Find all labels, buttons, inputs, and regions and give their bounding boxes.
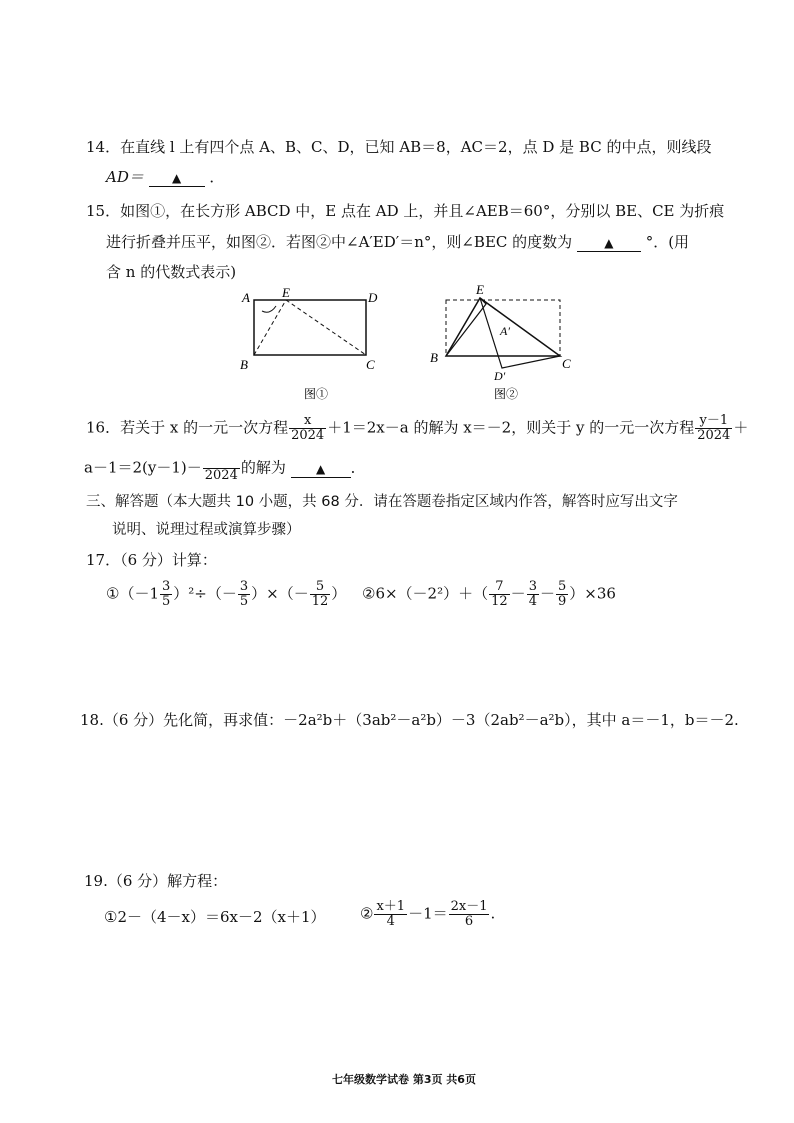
q17-p2-f2-den: 4 <box>528 594 537 609</box>
q16-fraction-1 <box>289 414 326 443</box>
fig1-label-a: A <box>242 290 250 305</box>
q18-text: 18.（6 分）先化简，再求值：－2a²b＋（3ab²－a²b）－3（2ab²－a²b），其中 a＝－1，b＝－2. <box>80 711 739 729</box>
q17-part1 <box>106 580 346 609</box>
q17-p1-d: ） <box>331 584 347 603</box>
section-3-heading-line2: 说明、说理过程或演算步骤） <box>112 522 301 538</box>
q17-p2-f3-den: 9 <box>557 594 567 609</box>
q16-fraction-3 <box>203 454 240 483</box>
fig2-label-e: E <box>476 282 484 297</box>
fig1-label-e: E <box>282 285 290 300</box>
fig1-label-c: C <box>366 357 375 372</box>
q19-p2-a: ② <box>360 904 374 923</box>
q19-p2-frac2 <box>449 900 490 929</box>
q17-p2-f2-num: 3 <box>528 579 537 594</box>
q14-suffix: ． <box>209 168 225 186</box>
q16-line1 <box>86 414 748 443</box>
q17-p1-a: ①（－1 <box>106 584 159 603</box>
fig2-label-d-prime: D′ <box>494 369 506 383</box>
q17-p1-b: ）²÷（－ <box>173 584 237 603</box>
q16-line2 <box>84 454 366 483</box>
fig1-label-b: B <box>240 357 248 372</box>
q16-part-a: 16．若关于 x 的一元一次方程 <box>86 418 289 437</box>
q17-p2-f1-den: 12 <box>491 594 508 609</box>
section-3-heading: 三、解答题（本大题共 10 小题，共 68 分．请在答题卷指定区域内作答，解答时应写出文字 <box>86 494 678 510</box>
fig1-label-d: D <box>368 290 378 305</box>
q15-answer-blank <box>577 233 641 252</box>
fig2-label-c: C <box>562 356 571 371</box>
q17-part2 <box>362 580 616 609</box>
q15-line1: 15．如图①，在长方形 ABCD 中，E 点在 AD 上，并且∠AEB＝60°，分别以 BE、CE 为折痕 <box>86 202 725 220</box>
q19-title: 19.（6 分）解方程： <box>84 872 228 890</box>
q19-p2-frac1 <box>374 900 407 929</box>
q17-p2-minus2: － <box>539 584 555 603</box>
q16-frac3-num <box>203 454 240 469</box>
q16-answer-blank <box>291 459 351 478</box>
q16-part-d: a－1＝2(y－1)－ <box>84 458 202 477</box>
q17-p1-f1-den: 5 <box>162 594 171 609</box>
q17-p1-f2-den: 5 <box>239 594 249 609</box>
q19-p2-f1-num: x＋1 <box>376 899 406 914</box>
q17-p1-frac1 <box>160 580 172 609</box>
q19-p2-c: . <box>490 904 496 923</box>
q19-part2 <box>360 900 495 929</box>
q15-line2 <box>106 231 689 252</box>
page-footer: 七年级数学试卷 第3页 共6页 <box>332 1073 476 1086</box>
q14-line2 <box>106 166 224 187</box>
q17-p2-frac3 <box>556 580 568 609</box>
figure-2 <box>424 280 584 405</box>
q16-frac1-num: x <box>289 414 326 429</box>
fig1-rectangle <box>254 300 366 355</box>
q16-fraction-2 <box>695 414 732 443</box>
q15-line3: 含 n 的代数式表示) <box>106 263 237 281</box>
q16-part-c: ＋ <box>733 418 749 437</box>
q17-p2-a: ②6×（－2²）＋（ <box>362 584 489 603</box>
q17-p1-f3-num: 5 <box>310 580 331 595</box>
fig2-folded-dce <box>480 298 560 368</box>
q16-frac2-num: y－1 <box>695 414 732 429</box>
figure-1 <box>232 285 392 405</box>
fig2-label-b: B <box>430 350 438 365</box>
q14-prefix: AD＝ <box>106 168 144 186</box>
q17-p2-frac1 <box>489 580 510 609</box>
q16-frac2-den: 2024 <box>697 428 731 443</box>
q17-p1-f2-num: 3 <box>239 579 249 594</box>
triangle-icon: ▲ <box>316 461 326 476</box>
fig1-caption: 图① <box>304 387 329 401</box>
q17-p1-frac2 <box>238 580 250 609</box>
q16-part-e: 的解为 <box>240 458 286 477</box>
q17-p2-frac2 <box>527 580 539 609</box>
q17-p1-f3-den: 12 <box>311 594 329 609</box>
triangle-icon: ▲ <box>604 236 614 250</box>
fig1-angle-arc <box>262 306 276 312</box>
q15-prefix: 进行折叠并压平，如图②．若图②中∠A′ED′＝n°，则∠BEC 的度数为 <box>106 233 573 251</box>
fig1-line-be <box>254 300 286 355</box>
fig2-folded-abe <box>446 298 486 356</box>
q17-p1-frac3 <box>310 580 331 609</box>
q19-p2-f2-num: 2x－1 <box>450 899 488 914</box>
q16-frac3-den: 2024 <box>204 468 238 483</box>
q16-part-f: ． <box>350 458 366 477</box>
q17-p1-c: ）×（－ <box>251 584 309 603</box>
q17-p2-b: ）×36 <box>569 584 616 603</box>
q19-p2-f2-den: 6 <box>464 914 474 929</box>
triangle-icon: ▲ <box>172 171 182 185</box>
q17-title: 17．（6 分）计算： <box>86 551 217 569</box>
q17-p1-f1-num: 3 <box>162 579 171 594</box>
q14-answer-blank <box>149 168 205 187</box>
q19-p2-f1-den: 4 <box>386 914 395 929</box>
q19-part1: ①2－（4－x）＝6x－2（x＋1） <box>104 908 326 926</box>
q17-p2-f1-num: 7 <box>489 580 510 595</box>
fig2-caption: 图② <box>494 387 519 401</box>
fig2-label-a-prime: A′ <box>500 324 510 338</box>
q15-suffix: °．(用 <box>645 233 690 251</box>
q16-frac1-den: 2024 <box>291 428 325 443</box>
q17-p2-f3-num: 5 <box>557 579 567 594</box>
fig1-line-ce <box>286 300 366 355</box>
q16-part-b: ＋1＝2x－a 的解为 x＝－2，则关于 y 的一元一次方程 <box>327 418 695 437</box>
q14-line1: 14．在直线 l 上有四个点 A、B、C、D，已知 AB＝8，AC＝2，点 D 是 BC 的中点，则线段 <box>86 138 712 156</box>
q19-p2-b: －1＝ <box>408 904 448 923</box>
q17-p2-minus1: － <box>510 584 526 603</box>
